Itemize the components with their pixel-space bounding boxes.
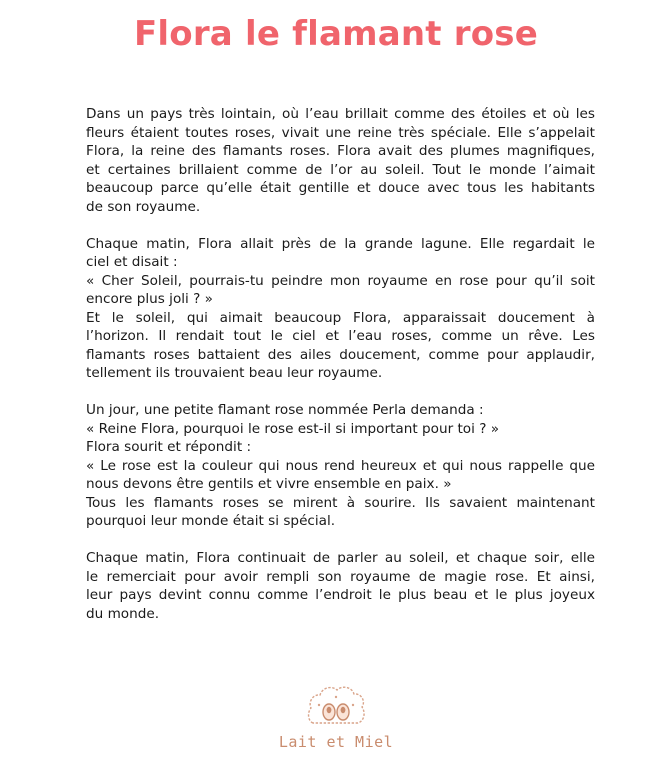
paragraph-3: [86, 401, 595, 531]
text-line: pourquoi leur monde était si spécial.: [86, 513, 336, 529]
text-line: « Cher Soleil, pourrais-tu peindre mon royaume en rose pour qu’il soit: [86, 272, 595, 289]
text-line: « Le rose est la couleur qui nous rend heureux et qui nous rappelle que: [86, 457, 595, 474]
text-line: Flora, la reine des flamants roses. Flora avait des plumes magnifiques,: [86, 143, 595, 159]
text-line: Et le soleil, qui aimait beaucoup Flora, apparaissait doucement à: [86, 309, 595, 326]
text-line: nous devons être gentils et vivre ensemble en paix. »: [86, 476, 452, 492]
text-line: leur pays devint connu comme l’endroit le plus beau et le plus joyeux: [86, 587, 595, 603]
text-line: Dans un pays très lointain, où l’eau brillait comme des étoiles et où les: [86, 106, 595, 122]
text-line: ciel et disait :: [86, 254, 178, 270]
paragraph-4: [86, 549, 595, 623]
page-title: Flora le flamant rose: [133, 14, 538, 54]
text-line: du monde.: [86, 605, 160, 622]
story-body: [86, 105, 595, 642]
brand-name: Lait et Miel: [278, 733, 394, 751]
paragraph-2: [86, 235, 595, 383]
text-line: Flora sourit et répondit :: [86, 439, 252, 455]
text-line: fleurs étaient toutes roses, vivait une reine très spéciale. Elle s’appelait: [86, 124, 595, 141]
text-line: flamants roses battaient des ailes doucement, comme pour applaudir,: [86, 346, 595, 363]
text-line: Chaque matin, Flora continuait de parler au soleil, et chaque soir, elle: [86, 550, 595, 566]
text-line: Un jour, une petite flamant rose nommée Perla demanda :: [86, 402, 484, 418]
paragraph-1: [86, 105, 595, 216]
text-line: Chaque matin, Flora allait près de la grande lagune. Elle regardait le: [86, 235, 595, 252]
text-line: tellement ils trouvaient beau leur royaume.: [86, 365, 383, 381]
text-line: l’horizon. Il rendait tout le ciel et l’eau roses, comme un rêve. Les: [86, 328, 595, 344]
text-line: beaucoup parce qu’elle était gentille et douce avec tous les habitants: [86, 180, 595, 196]
text-line: « Reine Flora, pourquoi le rose est-il si important pour toi ? »: [86, 420, 500, 437]
text-line: encore plus joli ? »: [86, 291, 213, 307]
text-line: et certaines brillaient comme de l’or au soleil. Tout le monde l’aimait: [86, 161, 595, 178]
footer-brand: [0, 683, 672, 751]
text-line: Tous les flamants roses se mirent à sourire. Ils savaient maintenant: [86, 494, 595, 511]
text-line: de son royaume.: [86, 198, 201, 215]
bread-bear-logo-icon: [305, 683, 367, 731]
text-line: le remerciait pour avoir rempli son royaume de magie rose. Et ainsi,: [86, 568, 595, 585]
